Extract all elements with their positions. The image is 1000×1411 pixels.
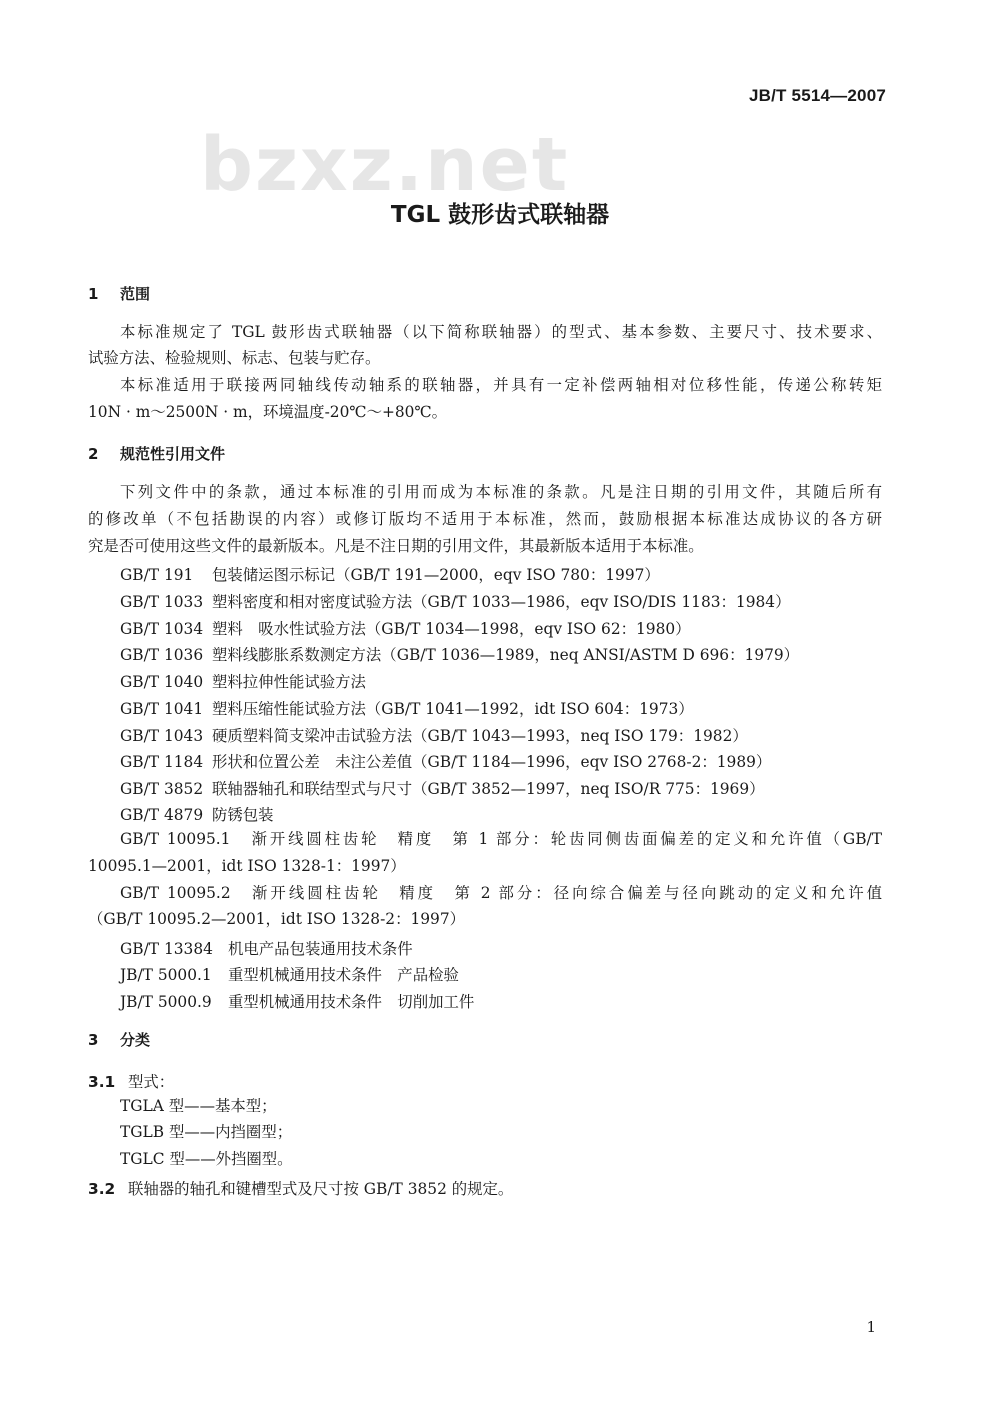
reference-text: 重型机械通用技术条件 切削加工件 xyxy=(228,993,475,1011)
paragraph-line: 下列文件中的条款，通过本标准的引用而成为本标准的条款。凡是注日期的引用文件，其随后所有 xyxy=(120,483,882,501)
section-title: 规范性引用文件 xyxy=(120,445,226,463)
subsection-title: 型式： xyxy=(128,1073,175,1091)
paragraph-line: 的修改单（不包括勘误的内容）或修订版均不适用于本标准，然而，鼓励根据本标准达成协议的各方研 xyxy=(88,510,882,528)
section-2-heading xyxy=(88,443,225,464)
reference-text: 塑料密度和相对密度试验方法（GB/T 1033—1986，eqv ISO/DIS 1183：1984） xyxy=(212,593,791,611)
section-number: 1 xyxy=(88,285,99,303)
reference-item xyxy=(120,750,771,772)
type-item: TGLA 型——基本型； xyxy=(120,1097,277,1115)
watermark: bzxz.net xyxy=(200,122,570,208)
reference-line: 10095.1—2001，idt ISO 1328-1：1997） xyxy=(88,857,406,875)
reference-code: GB/T 1184 xyxy=(120,753,204,771)
reference-code: GB/T 13384 xyxy=(120,940,213,958)
reference-text: 包装储运图示标记（GB/T 191—2000，eqv ISO 780：1997） xyxy=(212,566,660,584)
reference-code: GB/T 1033 xyxy=(120,593,204,611)
paragraph-line: 本标准适用于联接两同轴线传动轴系的联轴器，并具有一定补偿两轴相对位移性能，传递公称转矩 xyxy=(120,376,882,394)
subsection-3-1 xyxy=(88,1070,174,1092)
reference-code: GB/T 191 xyxy=(120,566,194,584)
type-item: TGLC 型——外挡圈型。 xyxy=(120,1150,293,1168)
section-number: 2 xyxy=(88,445,99,463)
subsection-number: 3.2 xyxy=(88,1180,116,1198)
paragraph-line: 试验方法、检验规则、标志、包装与贮存。 xyxy=(88,349,381,367)
reference-text: 机电产品包装通用技术条件 xyxy=(228,940,413,958)
reference-text: 塑料线膨胀系数测定方法（GB/T 1036—1989，neq ANSI/ASTM D 696：1979） xyxy=(212,646,800,664)
reference-item xyxy=(120,777,765,799)
reference-item xyxy=(120,990,474,1012)
reference-code: JB/T 5000.9 xyxy=(120,993,212,1011)
subsection-text: 联轴器的轴孔和键槽型式及尺寸按 GB/T 3852 的规定。 xyxy=(128,1180,514,1198)
paragraph-line: 10N · m～2500N · m，环境温度-20℃～+80℃。 xyxy=(88,403,448,421)
section-title: 分类 xyxy=(120,1031,151,1049)
reference-line: （GB/T 10095.2—2001，idt ISO 1328-2：1997） xyxy=(88,910,466,928)
page-number: 1 xyxy=(866,1318,876,1336)
reference-text: 联轴器轴孔和联结型式与尺寸（GB/T 3852—1997，neq ISO/R 775：1969） xyxy=(212,780,765,798)
reference-item xyxy=(120,724,748,746)
reference-text: 形状和位置公差 未注公差值（GB/T 1184—1996，eqv ISO 2768-2：1989） xyxy=(212,753,772,771)
paragraph-line: 本标准规定了 TGL 鼓形齿式联轴器（以下简称联轴器）的型式、基本参数、主要尺寸、技术要求、 xyxy=(120,323,882,341)
reference-item xyxy=(120,670,366,692)
reference-line: GB/T 10095.1 渐开线圆柱齿轮 精度 第 1 部分：轮齿同侧齿面偏差的定义和允许值（GB/T xyxy=(120,830,882,848)
reference-code: GB/T 1040 xyxy=(120,673,204,691)
reference-text: 塑料 吸水性试验方法（GB/T 1034—1998，eqv ISO 62：1980） xyxy=(212,620,691,638)
section-1-heading xyxy=(88,283,150,304)
reference-text: 塑料压缩性能试验方法（GB/T 1041—1992，idt ISO 604：1973） xyxy=(212,700,694,718)
reference-code: GB/T 1041 xyxy=(120,700,204,718)
reference-code: GB/T 4879 xyxy=(120,806,204,824)
standard-code: JB/T 5514—2007 xyxy=(749,86,886,105)
reference-text: 塑料拉伸性能试验方法 xyxy=(212,673,366,691)
reference-item xyxy=(120,803,274,825)
subsection-3-2 xyxy=(88,1177,513,1199)
paragraph-line: 究是否可使用这些文件的最新版本。凡是不注日期的引用文件，其最新版本适用于本标准。 xyxy=(88,537,704,555)
reference-item xyxy=(120,617,691,639)
reference-line: GB/T 10095.2 渐开线圆柱齿轮 精度 第 2 部分：径向综合偏差与径向跳动的定义和允许值 xyxy=(120,884,882,902)
reference-item xyxy=(120,563,660,585)
reference-item xyxy=(120,643,799,665)
reference-code: GB/T 3852 xyxy=(120,780,204,798)
reference-code: GB/T 1034 xyxy=(120,620,204,638)
reference-text: 硬质塑料简支梁冲击试验方法（GB/T 1043—1993，neq ISO 179：1982） xyxy=(212,727,748,745)
reference-code: GB/T 1043 xyxy=(120,727,204,745)
reference-item xyxy=(120,590,790,612)
subsection-number: 3.1 xyxy=(88,1073,116,1091)
reference-item xyxy=(120,937,413,959)
type-item: TGLB 型——内挡圈型； xyxy=(120,1123,293,1141)
reference-item xyxy=(120,697,694,719)
reference-text: 防锈包装 xyxy=(212,806,274,824)
reference-text: 重型机械通用技术条件 产品检验 xyxy=(228,966,459,984)
section-3-heading xyxy=(88,1029,150,1050)
section-number: 3 xyxy=(88,1031,99,1049)
reference-item xyxy=(120,963,459,985)
reference-code: JB/T 5000.1 xyxy=(120,966,212,984)
section-title: 范围 xyxy=(120,285,151,303)
reference-code: GB/T 1036 xyxy=(120,646,204,664)
document-title: TGL 鼓形齿式联轴器 xyxy=(390,202,610,228)
